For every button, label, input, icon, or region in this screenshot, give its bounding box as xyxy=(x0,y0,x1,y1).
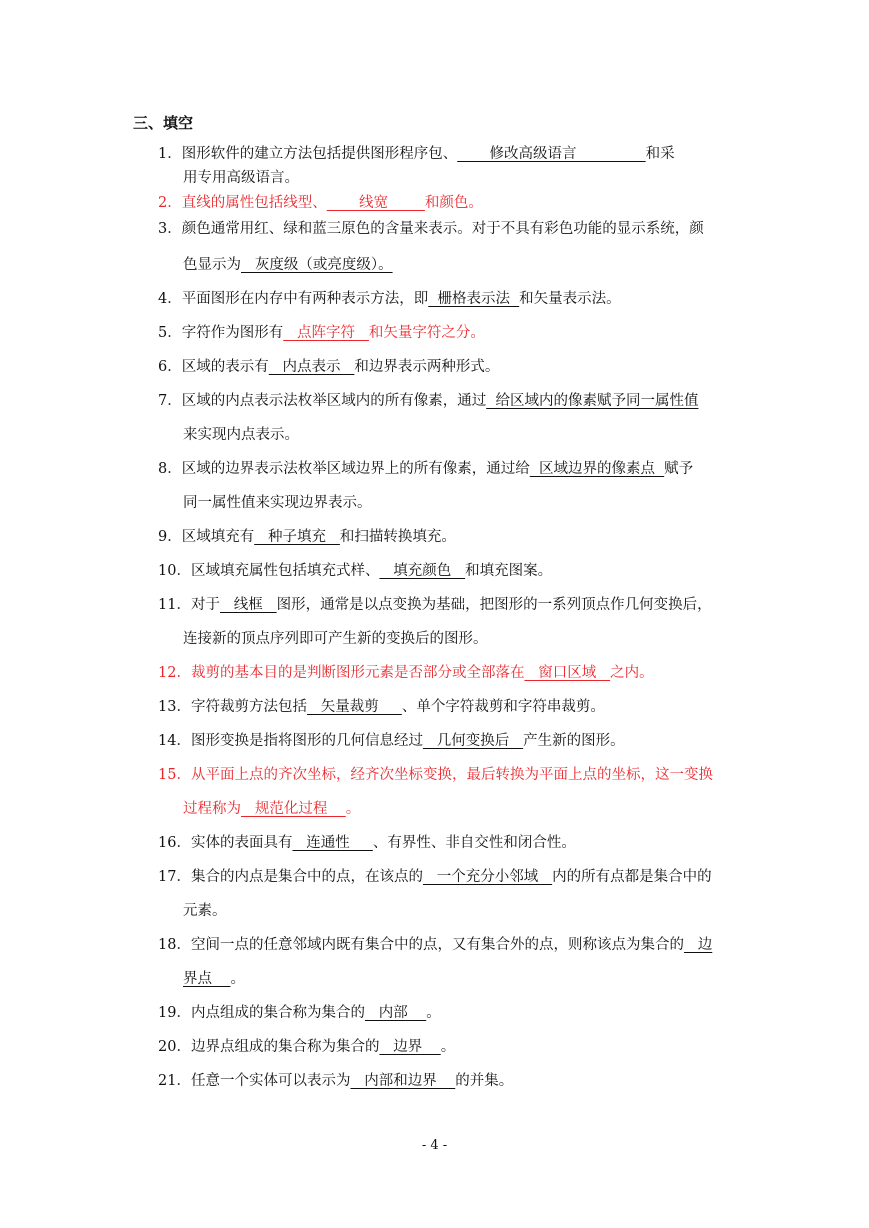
question-13 xyxy=(158,696,741,718)
answer-blank: 区域边界的像素点 xyxy=(529,461,665,477)
answer-blank-continued: 界点 xyxy=(183,971,231,987)
question-text: 过程称为 xyxy=(183,801,241,817)
question-21 xyxy=(158,1070,741,1092)
question-text: 图形软件的建立方法包括提供图形程序包、 xyxy=(181,146,458,162)
question-text-after: 和矢量字符之分。 xyxy=(368,325,485,341)
question-14 xyxy=(158,730,741,752)
question-number: 7． xyxy=(158,393,182,409)
question-text: 实体的表面具有 xyxy=(190,835,293,851)
question-number: 1． xyxy=(158,146,182,162)
answer-blank: 一个充分小邻域 xyxy=(422,869,553,885)
question-16 xyxy=(158,832,741,854)
question-text-after: 。 xyxy=(440,1039,456,1055)
answer-blank: 边界 xyxy=(379,1039,441,1055)
question-number: 17． xyxy=(158,869,191,885)
question-1 xyxy=(158,143,741,165)
section-heading: 三、填空 xyxy=(133,114,194,132)
question-text: 对于 xyxy=(190,597,220,613)
question-2 xyxy=(158,192,741,214)
question-text-after: 。 xyxy=(230,971,245,987)
question-text: 颜色通常用红、绿和蓝三原色的含量来表示。对于不具有彩色功能的显示系统，颜 xyxy=(181,221,704,237)
question-7 xyxy=(158,390,741,412)
question-1-continued: 用专用高级语言。 xyxy=(183,170,299,186)
question-17-continued: 元素。 xyxy=(183,903,227,919)
question-text-after: 和采 xyxy=(645,146,675,162)
question-number: 3． xyxy=(158,221,182,237)
question-number: 14． xyxy=(158,733,191,749)
question-number: 13． xyxy=(158,699,191,715)
question-number: 11． xyxy=(158,597,191,613)
answer-blank: 线框 xyxy=(219,597,277,613)
question-11 xyxy=(158,594,741,616)
question-text: 图形变换是指将图形的几何信息经过 xyxy=(190,733,423,749)
question-number: 4． xyxy=(158,291,182,307)
question-text: 字符作为图形有 xyxy=(181,325,284,341)
answer-blank: 窗口区域 xyxy=(524,665,611,681)
question-number: 19． xyxy=(158,1005,191,1021)
question-text: 从平面上点的齐次坐标，经齐次坐标变换，最后转换为平面上点的坐标，这一变换 xyxy=(190,767,713,783)
question-18-continued xyxy=(183,968,741,990)
question-text-after: 内的所有点都是集合中的 xyxy=(552,869,712,885)
question-8-continued: 同一属性值来实现边界表示。 xyxy=(183,495,372,511)
answer-blank: 填充颜色 xyxy=(379,563,466,579)
question-text-after: 赋予 xyxy=(664,461,694,477)
question-number: 15． xyxy=(158,767,191,783)
question-text-after: 。 xyxy=(426,1005,441,1021)
question-7-continued: 来实现内点表示。 xyxy=(183,427,299,443)
answer-blank: 内点表示 xyxy=(268,359,355,375)
question-text-after: 、有界性、非自交性和闭合性。 xyxy=(372,835,576,851)
question-text-after: 和扫描转换填充。 xyxy=(339,529,456,545)
question-20 xyxy=(158,1036,741,1058)
answer-blank: 规范化过程 xyxy=(241,801,346,817)
question-text: 平面图形在内存中有两种表示方法，即 xyxy=(181,291,429,307)
question-3-continued xyxy=(183,254,741,276)
question-10 xyxy=(158,560,741,582)
page-number: - 4 - xyxy=(421,1138,448,1153)
question-text: 区域的内点表示法枚举区域内的所有像素，通过 xyxy=(181,393,487,409)
question-number: 21． xyxy=(158,1073,191,1089)
question-text: 边界点组成的集合称为集合的 xyxy=(190,1039,380,1055)
question-19 xyxy=(158,1002,741,1024)
question-number: 10． xyxy=(158,563,191,579)
question-text-after: 图形，通常是以点变换为基础，把图形的一系列顶点作几何变换后， xyxy=(276,597,712,613)
question-text: 内点组成的集合称为集合的 xyxy=(190,1005,365,1021)
question-number: 18． xyxy=(158,937,191,953)
question-15 xyxy=(158,764,741,786)
answer-blank: 灰度级（或亮度级）。 xyxy=(241,257,393,273)
answer-blank: 给区域内的像素赋予同一属性值 xyxy=(486,393,699,409)
answer-blank: 边 xyxy=(683,937,713,953)
question-text-after: 、单个字符裁剪和字符串裁剪。 xyxy=(401,699,605,715)
answer-blank: 修改高级语言 xyxy=(457,146,646,162)
answer-blank: 内部和边界 xyxy=(350,1073,456,1089)
answer-blank: 种子填充 xyxy=(254,529,340,545)
question-text: 区域的边界表示法枚举区域边界上的所有像素，通过给 xyxy=(181,461,530,477)
question-17 xyxy=(158,866,741,888)
answer-blank: 连通性 xyxy=(292,835,373,851)
question-text: 字符裁剪方法包括 xyxy=(190,699,307,715)
question-text: 直线的属性包括线型、 xyxy=(181,195,327,211)
question-number: 6． xyxy=(158,359,182,375)
question-11-continued: 连接新的顶点序列即可产生新的变换后的图形。 xyxy=(183,631,488,647)
question-15-continued xyxy=(183,798,741,820)
question-text-after: 之内。 xyxy=(610,665,654,681)
question-text-after: 。 xyxy=(345,801,361,817)
answer-blank: 点阵字符 xyxy=(283,325,369,341)
answer-blank: 线宽 xyxy=(326,195,425,211)
question-text: 区域填充属性包括填充式样、 xyxy=(190,563,380,579)
question-text-after: 和颜色。 xyxy=(424,195,483,211)
question-text: 区域填充有 xyxy=(181,529,255,545)
question-number: 12． xyxy=(158,665,191,681)
question-5 xyxy=(158,322,741,344)
question-4 xyxy=(158,288,741,310)
answer-blank: 栅格表示法 xyxy=(428,291,520,307)
question-text: 裁剪的基本目的是判断图形元素是否部分或全部落在 xyxy=(190,665,525,681)
question-text: 色显示为 xyxy=(183,257,241,273)
answer-blank: 内部 xyxy=(364,1005,427,1021)
question-number: 2． xyxy=(158,195,182,211)
question-text: 任意一个实体可以表示为 xyxy=(190,1073,351,1089)
question-9 xyxy=(158,526,741,548)
question-number: 16． xyxy=(158,835,191,851)
question-number: 5． xyxy=(158,325,182,341)
question-number: 20． xyxy=(158,1039,191,1055)
question-3 xyxy=(158,218,741,240)
answer-blank: 几何变换后 xyxy=(422,733,524,749)
question-text: 集合的内点是集合中的点，在该点的 xyxy=(190,869,423,885)
question-text-after: 的并集。 xyxy=(455,1073,514,1089)
question-8 xyxy=(158,458,741,480)
question-number: 9． xyxy=(158,529,182,545)
question-12 xyxy=(158,662,741,684)
question-text: 空间一点的任意邻域内既有集合中的点，又有集合外的点，则称该点为集合的 xyxy=(190,937,684,953)
question-text-after: 产生新的图形。 xyxy=(523,733,625,749)
question-text-after: 和矢量表示法。 xyxy=(519,291,621,307)
question-text-after: 和边界表示两种形式。 xyxy=(354,359,500,375)
question-number: 8． xyxy=(158,461,182,477)
question-6 xyxy=(158,356,741,378)
answer-blank: 矢量裁剪 xyxy=(306,699,402,715)
question-text: 区域的表示有 xyxy=(181,359,269,375)
question-text-after: 和填充图案。 xyxy=(465,563,553,579)
question-18 xyxy=(158,934,741,956)
